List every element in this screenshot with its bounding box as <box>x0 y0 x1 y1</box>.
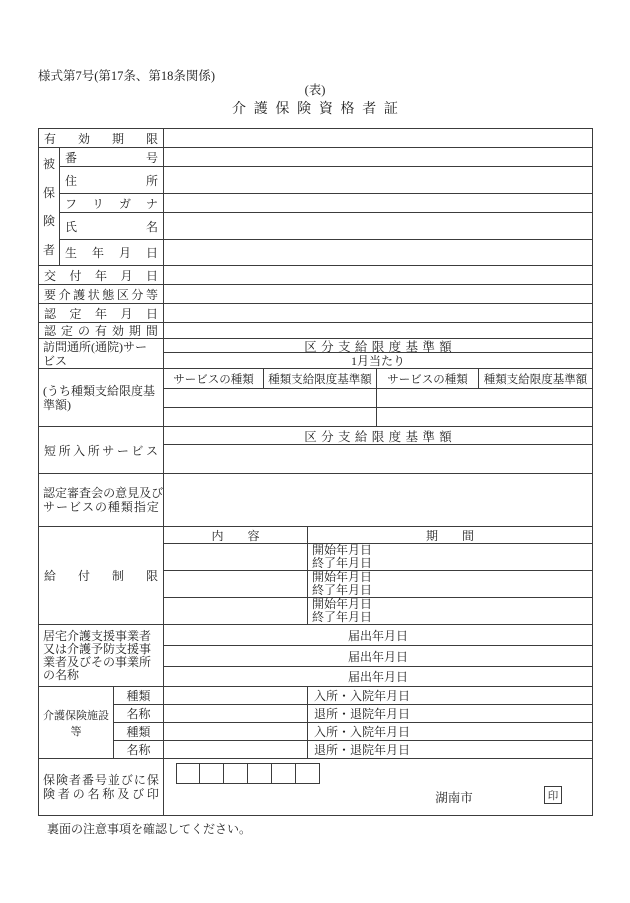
insurer-city-name: 湖南市 <box>435 791 473 805</box>
insured-number-value-cell <box>164 148 592 167</box>
insurer-label <box>39 759 164 815</box>
type-limit-label-line1: (うち種類支給限度基 <box>43 383 155 398</box>
validity-label: 有 効 期 限 <box>39 129 164 148</box>
insurer-content-cell <box>164 759 592 815</box>
home-care-label-line3: 業者及びその事業所 <box>43 654 152 669</box>
certificate-table <box>38 128 593 816</box>
type-limit-row1-right-cell <box>377 389 592 408</box>
insurer-number-boxes <box>176 763 320 784</box>
insurer-seal-mark: 印 <box>544 786 562 804</box>
benefit-row3-content-cell <box>164 598 308 625</box>
certification-period-label: 認 定 の 有 効 期 間 <box>39 323 164 339</box>
short-stay-label: 短 所 入 所 サ ー ビ ス <box>39 427 164 474</box>
insured-label: 被 保 険 者 <box>39 148 60 266</box>
facility-row1-value-cell <box>164 687 308 705</box>
benefit-period-header: 期 間 <box>308 527 592 544</box>
certification-period-value-cell <box>164 323 592 339</box>
review-board-value-cell <box>164 474 592 527</box>
validity-value-cell <box>164 129 592 148</box>
form-number: 様式第7号(第17条、第18条関係) <box>38 69 216 83</box>
facility-row4-date-label: 退所・退院年月日 <box>308 741 592 759</box>
type-limit-row2-right-cell <box>377 408 592 427</box>
benefit-row2-end-label: 終了年月日 <box>312 583 373 597</box>
type-limit-label-line2: 準額) <box>43 397 71 412</box>
home-care-label-line4: の名称 <box>43 667 80 682</box>
notification-date-row3: 届出年月日 <box>164 667 592 687</box>
insured-name-value-cell <box>164 213 592 240</box>
visit-per-month-label: 1月当たり <box>164 353 592 369</box>
home-care-label-line1: 居宅介護支援事業者 <box>43 628 152 643</box>
benefit-row1-content-cell <box>164 544 308 571</box>
visit-service-label <box>39 339 164 369</box>
type-limit-row1-left-cell <box>164 389 377 408</box>
insurer-number-box <box>200 763 224 784</box>
insured-furigana-value-cell <box>164 194 592 213</box>
page-title: 介護保険資格者証 <box>232 102 406 117</box>
benefit-row3-end-label: 終了年月日 <box>312 610 373 624</box>
insured-address-label: 住 所 <box>60 167 164 194</box>
insurer-label-line1: 保 険 者 番 号 並 び に 保 <box>43 773 159 787</box>
benefit-row2-period-cell <box>308 571 592 598</box>
face-side-label: (表) <box>304 83 326 97</box>
benefit-row1-end-label: 終了年月日 <box>312 556 373 570</box>
visit-service-label-line1: 訪問通所(通院)サー <box>43 339 147 354</box>
insurer-number-box <box>272 763 296 784</box>
certification-date-value-cell <box>164 304 592 323</box>
benefit-row2-content-cell <box>164 571 308 598</box>
insured-name-label: 氏 名 <box>60 213 164 240</box>
facility-row2-value-cell <box>164 705 308 723</box>
facility-row2-type-label: 名称 <box>114 705 164 723</box>
insured-address-value-cell <box>164 167 592 194</box>
facility-row4-value-cell <box>164 741 308 759</box>
insured-number-label: 番 号 <box>60 148 164 167</box>
footer-note: 裏面の注意事項を確認してください。 <box>47 822 252 836</box>
benefit-row3-period-cell <box>308 598 592 625</box>
benefit-row1-start-label: 開始年月日 <box>312 544 373 557</box>
care-level-value-cell <box>164 285 592 304</box>
type-limit-header-1: 種類支給限度基準額 <box>264 369 377 389</box>
benefit-content-header: 内 容 <box>164 527 308 544</box>
facility-row1-date-label: 入所・入院年月日 <box>308 687 592 705</box>
facility-row4-type-label: 名称 <box>114 741 164 759</box>
insured-furigana-label: フ リ ガ ナ <box>60 194 164 213</box>
short-stay-value-cell <box>164 445 592 474</box>
issue-date-label: 交 付 年 月 日 <box>39 266 164 285</box>
short-stay-limit-header: 区分支給限度基準額 <box>164 427 592 445</box>
insurer-number-box <box>224 763 248 784</box>
service-type-header-2: サービスの種類 <box>377 369 479 389</box>
facility-label: 介護保険施設等 <box>39 687 114 759</box>
insured-birthdate-label: 生 年 月 日 <box>60 240 164 266</box>
benefit-restriction-label: 給 付 制 限 <box>39 527 164 625</box>
type-limit-header-2: 種類支給限度基準額 <box>479 369 592 389</box>
benefit-row2-start-label: 開始年月日 <box>312 571 373 584</box>
notification-date-row2: 届出年月日 <box>164 646 592 667</box>
notification-date-row1: 届出年月日 <box>164 625 592 646</box>
review-board-label-line2: サ ー ビ ス の 種 類 指 定 <box>43 500 159 514</box>
home-care-label-line2: 又は介護予防支援事 <box>43 641 152 656</box>
insurer-label-line2: 険 者 の 名 称 及 び 印 <box>43 787 159 801</box>
service-type-header-1: サービスの種類 <box>164 369 264 389</box>
benefit-row3-start-label: 開始年月日 <box>312 598 373 611</box>
insurer-number-box <box>176 763 200 784</box>
care-level-label: 要 介 護 状 態 区 分 等 <box>39 285 164 304</box>
insurer-number-box <box>296 763 320 784</box>
facility-row2-date-label: 退所・退院年月日 <box>308 705 592 723</box>
insurer-number-box <box>248 763 272 784</box>
facility-row3-value-cell <box>164 723 308 741</box>
visit-limit-header: 区分支給限度基準額 <box>164 339 592 353</box>
insured-birthdate-value-cell <box>164 240 592 266</box>
type-limit-row2-left-cell <box>164 408 377 427</box>
visit-service-label-line2: ビス <box>43 353 68 368</box>
review-board-label <box>39 474 164 527</box>
certification-date-label: 認 定 年 月 日 <box>39 304 164 323</box>
benefit-row1-period-cell <box>308 544 592 571</box>
type-limit-label <box>39 369 164 427</box>
facility-row3-type-label: 種類 <box>114 723 164 741</box>
issue-date-value-cell <box>164 266 592 285</box>
review-board-label-line1: 認 定 審 査 会 の 意 見 及 び <box>43 486 164 500</box>
facility-row3-date-label: 入所・入院年月日 <box>308 723 592 741</box>
facility-row1-type-label: 種類 <box>114 687 164 705</box>
home-care-provider-label <box>39 625 164 687</box>
